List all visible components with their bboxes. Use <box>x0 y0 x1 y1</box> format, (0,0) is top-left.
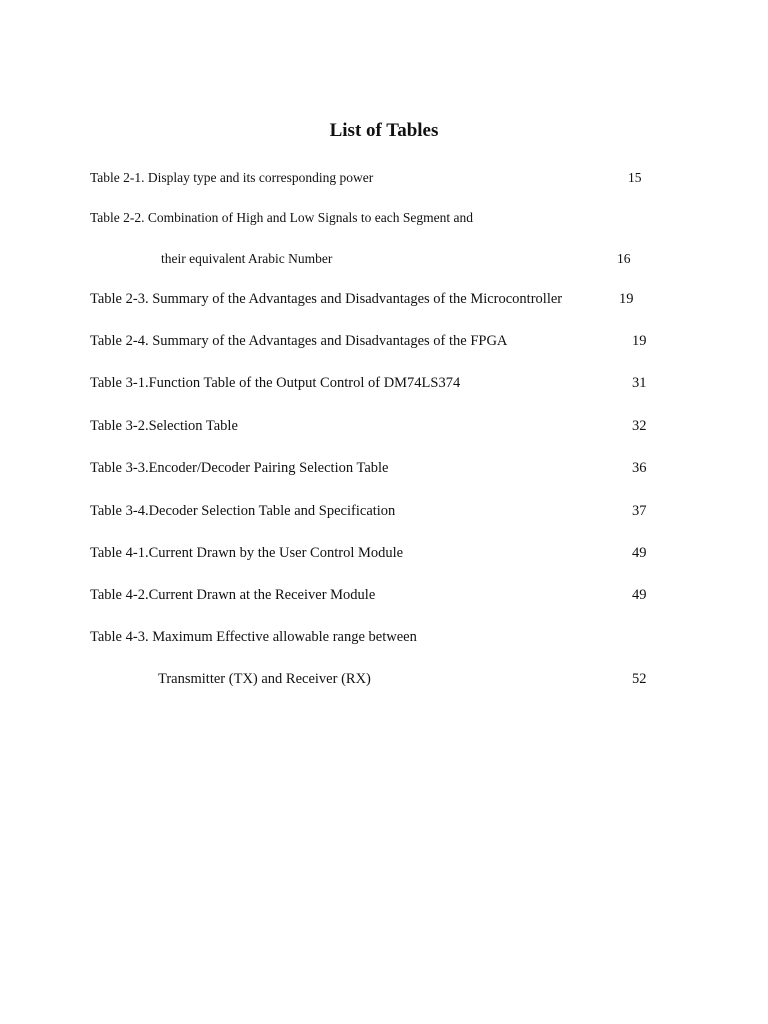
toc-entry-table-4-3-continued: Transmitter (TX) and Receiver (RX) <box>158 671 371 687</box>
toc-page-number: 31 <box>632 375 647 391</box>
toc-entry-table-2-4: Table 2-4. Summary of the Advantages and Disadvantages of the FPGA <box>90 333 508 349</box>
toc-page-number: 16 <box>617 251 631 266</box>
toc-entry-table-2-1: Table 2-1. Display type and its corresponding power <box>90 170 374 185</box>
toc-page-number: 32 <box>632 418 647 434</box>
toc-entry-table-4-1: Table 4-1.Current Drawn by the User Control Module <box>90 545 404 561</box>
toc-page-number: 37 <box>632 503 647 519</box>
toc-page-number: 49 <box>632 545 647 561</box>
toc-entry-table-4-3: Table 4-3. Maximum Effective allowable range between <box>90 629 417 645</box>
toc-entry-table-2-2-continued: their equivalent Arabic Number <box>161 251 333 266</box>
toc-page-number: 19 <box>632 333 647 349</box>
toc-entry-table-3-3: Table 3-3.Encoder/Decoder Pairing Selection Table <box>90 460 389 476</box>
toc-page-number: 15 <box>628 170 642 185</box>
toc-entry-table-4-2: Table 4-2.Current Drawn at the Receiver Module <box>90 587 376 603</box>
page-title: List of Tables <box>329 120 439 141</box>
toc-page-number: 52 <box>632 671 647 687</box>
toc-page-number: 19 <box>619 291 634 307</box>
toc-page-number: 49 <box>632 587 647 603</box>
toc-entry-table-3-1: Table 3-1.Function Table of the Output Control of DM74LS374 <box>90 375 461 391</box>
toc-entry-table-3-4: Table 3-4.Decoder Selection Table and Specification <box>90 503 396 519</box>
toc-page-number: 36 <box>632 460 647 476</box>
toc-entry-table-2-3: Table 2-3. Summary of the Advantages and Disadvantages of the Microcontroller <box>90 291 563 307</box>
toc-entry-table-3-2: Table 3-2.Selection Table <box>90 418 238 434</box>
toc-entry-table-2-2: Table 2-2. Combination of High and Low Signals to each Segment and <box>90 210 473 225</box>
